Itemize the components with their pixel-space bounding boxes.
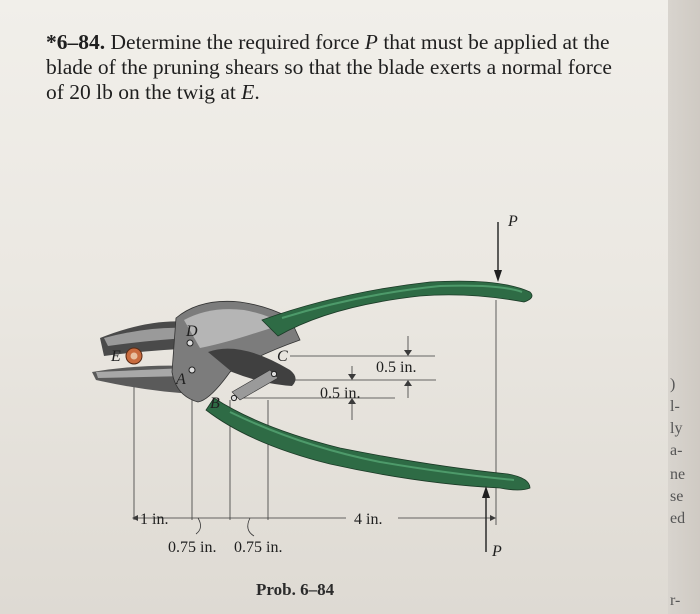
label-c: C (277, 348, 288, 365)
dim-leader-b (248, 518, 254, 536)
label-dim-lower: 0.5 in. (320, 385, 361, 402)
variable-e: E (241, 80, 255, 104)
label-dim-075b: 0.75 in. (234, 539, 283, 556)
problem-number: *6–84. (46, 30, 106, 54)
pin-b (231, 395, 236, 400)
force-p-bottom (482, 486, 490, 552)
pin-c (271, 371, 276, 376)
pin-a (189, 367, 195, 373)
lower-handle (206, 398, 530, 490)
label-dim-1in: 1 in. (140, 511, 169, 528)
label-a: A (176, 371, 186, 388)
bleed-text-3: ly (670, 420, 683, 437)
variable-p: P (364, 30, 378, 54)
dim-leader-a (196, 518, 201, 534)
bleed-text-5: ne (670, 466, 686, 483)
label-b: B (210, 395, 220, 412)
force-p-top (494, 222, 502, 282)
label-e: E (111, 348, 121, 365)
label-dim-075a: 0.75 in. (168, 539, 217, 556)
problem-text-3: . (254, 80, 260, 104)
bleed-text-7: ed (670, 510, 686, 527)
bleed-text-6: se (670, 488, 684, 505)
label-p-bottom: P (492, 543, 502, 560)
twig-e (126, 348, 142, 364)
bleed-text-8: r- (670, 592, 681, 609)
pin-d (187, 340, 193, 346)
label-p-top: P (508, 213, 518, 230)
upper-handle (262, 281, 532, 336)
label-dim-upper: 0.5 in. (376, 359, 417, 376)
bleed-text-4: a- (670, 442, 683, 459)
label-d: D (186, 323, 198, 340)
label-dim-4in: 4 in. (354, 511, 383, 528)
bleed-text-1: ) (670, 376, 676, 393)
problem-text-2: that must be applied at the blade of the pruning shears so that the blade exerts a normal force of 20 lb on the twig at (46, 30, 612, 104)
problem-text-1: Determine the required force (105, 30, 365, 54)
figure-caption: Prob. 6–84 (256, 580, 335, 599)
bleed-text-2: l- (670, 398, 680, 415)
